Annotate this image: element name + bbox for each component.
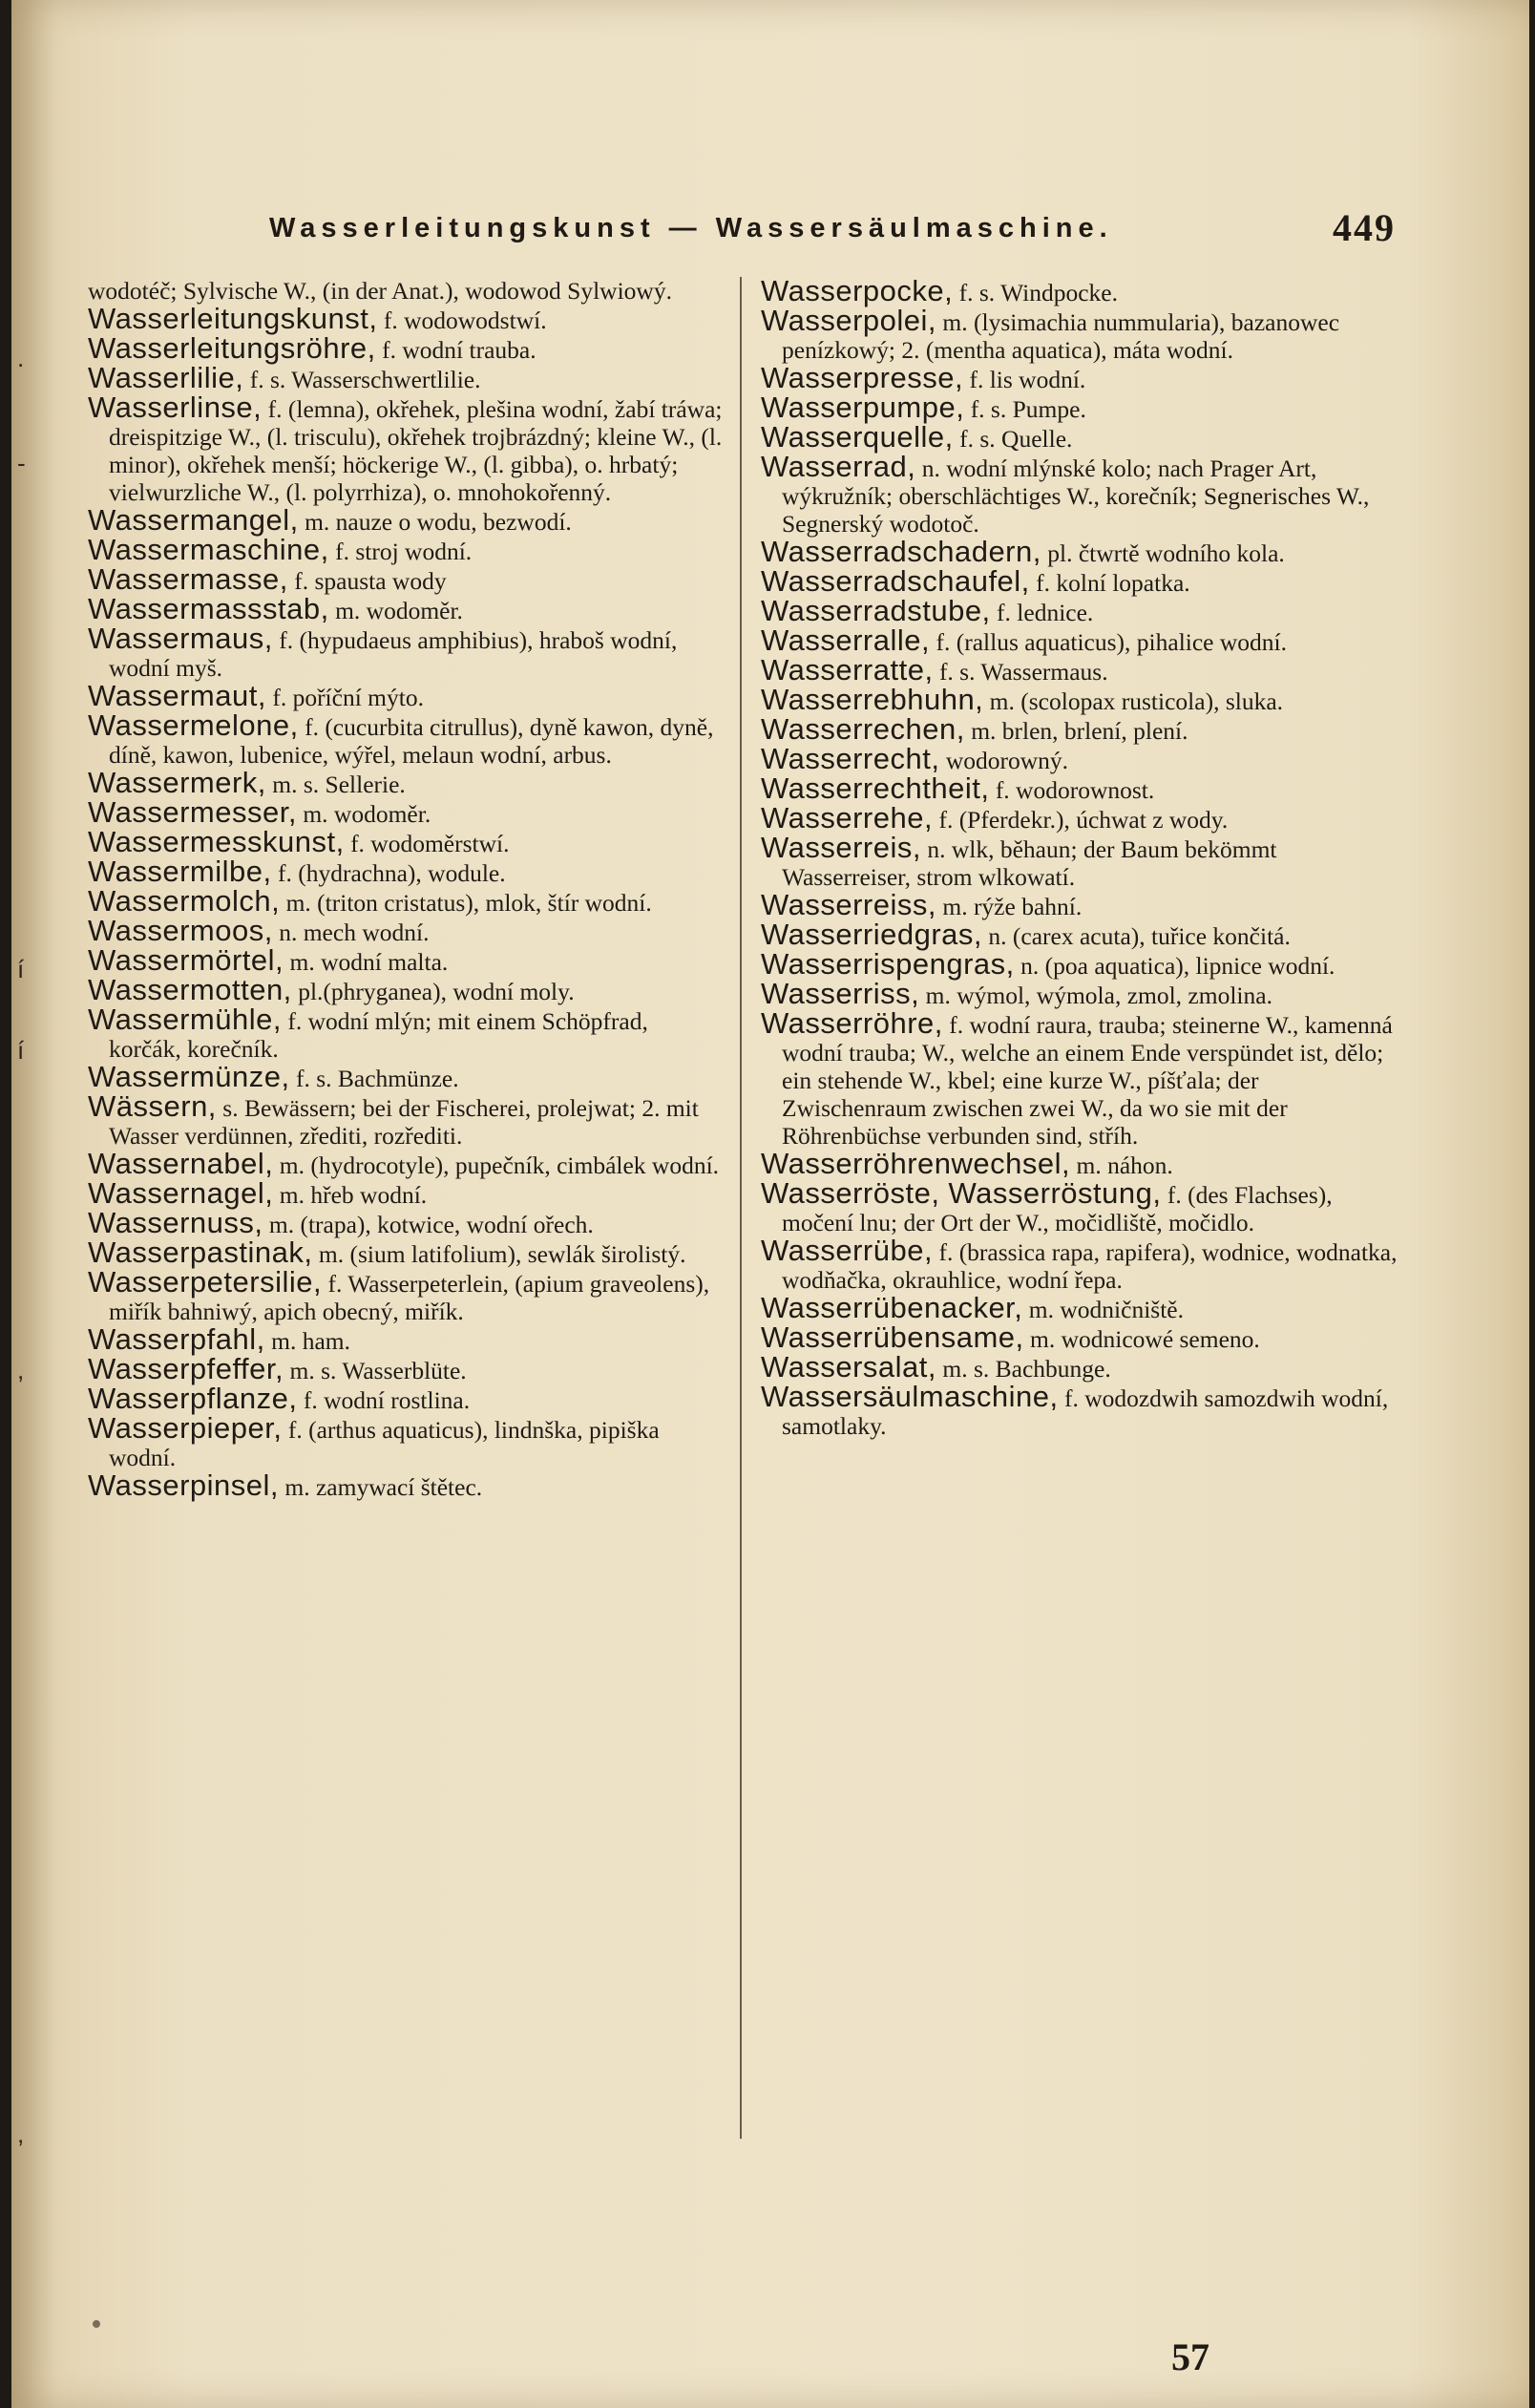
headword: Wasserpresse, [761, 361, 964, 394]
definition: m. rýže bahní. [942, 893, 1083, 920]
definition: f. s. Wassermaus. [938, 658, 1108, 686]
margin-mark: . [17, 344, 25, 372]
headword: Wassermörtel, [88, 943, 284, 977]
definition: m. (scolopax rusticola), sluka. [989, 687, 1284, 715]
dictionary-entry [761, 1236, 1400, 1294]
dictionary-entry [88, 1206, 723, 1239]
headword: Wasserralle, [761, 623, 931, 657]
dictionary-entry [88, 1147, 723, 1180]
headword: Wassermangel, [88, 503, 299, 537]
headword: Wasserpflanze, [88, 1382, 298, 1415]
dictionary-entry [88, 503, 723, 537]
dictionary-entry [88, 1238, 723, 1268]
dictionary-entry [761, 535, 1400, 568]
dictionary-entry [88, 857, 723, 887]
definition: m. wodoměr. [303, 800, 431, 828]
definition: m. wodnicowé semeno. [1030, 1325, 1260, 1353]
dictionary-entry [761, 1380, 1400, 1440]
dictionary-entry [761, 1147, 1400, 1180]
definition: m. s. Sellerie. [272, 771, 406, 798]
definition: n. wlk, běhaun; der Baum bekömmt Wasserreiser, strom wlkowatí. [782, 835, 1277, 891]
definition: n. (carex acuta), tuřice končitá. [988, 922, 1291, 950]
dictionary-entry [761, 450, 1400, 538]
margin-mark: í [17, 1036, 25, 1065]
headword: Wassermaschine, [88, 533, 329, 566]
headword: Wasserpastinak, [88, 1236, 313, 1269]
headword: Wassermelone, [88, 708, 299, 742]
dictionary-entry [761, 742, 1400, 775]
headword: Wassernuss, [88, 1206, 263, 1239]
headword: Wasserpieper, [88, 1411, 283, 1445]
definition: f. (arthus aquaticus), lindnška, pipiška wodní. [109, 1416, 660, 1471]
dictionary-entry [761, 831, 1400, 891]
headword: Wassernagel, [88, 1176, 274, 1210]
definition: m. s. Bachbunge. [942, 1355, 1111, 1383]
dictionary-entry [761, 977, 1400, 1010]
dictionary-entry [88, 1384, 723, 1414]
headword: Wassermerk, [88, 766, 266, 799]
running-head: Wasserleitungskunst — Wassersäulmaschine. [269, 213, 1113, 243]
definition: f. wodní raura, trauba; steinerne W., kamenná wodní trauba; W., welche an einem Ende verspündet ist, dělo; ein stehende W., kbel; eine kurze W., píšťala; der Zwischenraum zwischen zwei W., da wo sie mit der Röhrenbüchse verbunden sind, stříh. [782, 1011, 1393, 1150]
headword: Wassersäulmaschine, [761, 1380, 1059, 1413]
definition: f. wodní trauba. [382, 336, 536, 364]
headword: Wassermassstab, [88, 592, 329, 625]
dictionary-entry [88, 973, 723, 1006]
headword: Wassernabel, [88, 1147, 274, 1180]
dictionary-entry [761, 306, 1400, 364]
headword: Wasserlinse, [88, 391, 263, 424]
definition: wodotéč; Sylvische W., (in der Anat.), wodowod Sylwiowý. [88, 277, 672, 305]
definition: m. (lysimachia nummularia), bazanowec penízkowý; 2. (mentha aquatica), máta wodní. [782, 308, 1340, 364]
definition: f. s. Pumpe. [970, 395, 1086, 423]
headword: Wasserriedgras, [761, 918, 983, 951]
headword: Wassermolch, [88, 884, 281, 918]
dictionary-entry [761, 623, 1400, 657]
headword: Wasserröhre, [761, 1006, 943, 1040]
headword: Wasserradschaufel, [761, 564, 1030, 598]
definition: f. (hydrachna), wodule. [277, 859, 506, 887]
margin-mark: , [17, 2120, 25, 2148]
definition: f. s. Wasserschwertlilie. [249, 366, 481, 393]
definition: f. wodowodstwí. [383, 306, 547, 334]
definition: n. (poa aquatica), lipnice wodní. [1020, 952, 1335, 980]
definition: m. zamywací štětec. [284, 1473, 483, 1501]
headword: Wasserpumpe, [761, 391, 965, 424]
definition: f. wodorownost. [995, 776, 1155, 804]
headword: Wasserpolei, [761, 304, 937, 337]
headword: Wässern, [88, 1089, 217, 1123]
dictionary-entry [761, 1291, 1400, 1324]
headword: Wasserrehe, [761, 801, 934, 834]
dictionary-entry [88, 1265, 723, 1325]
definition: pl.(phryganea), wodní moly. [298, 978, 575, 1005]
definition: m. hřeb wodní. [279, 1181, 428, 1209]
definition: f. (Pferdekr.), úchwat z wody. [938, 806, 1229, 834]
definition: f. kolní lopatka. [1036, 569, 1190, 597]
running-header [269, 205, 1396, 253]
dictionary-entry [88, 795, 723, 829]
dictionary-entry [88, 562, 723, 596]
headword: Wasserpocke, [761, 274, 954, 307]
dictionary-entry [88, 708, 723, 769]
headword: Wasserrad, [761, 450, 916, 483]
dictionary-entry [761, 888, 1400, 921]
definition: f. spausta wody [294, 567, 447, 595]
dictionary-entry [88, 624, 723, 682]
definition: f. wodní rostlina. [303, 1386, 471, 1414]
dictionary-entry [761, 920, 1400, 950]
headword: Wasserquelle, [761, 420, 954, 454]
headword: Wassermesser, [88, 795, 297, 829]
headword: Wasserrübe, [761, 1234, 934, 1267]
dictionary-entry [761, 393, 1400, 423]
dictionary-entry [88, 361, 723, 394]
margin-mark: í [17, 955, 25, 983]
dictionary-entry [88, 533, 723, 566]
headword: Wasserröhrenwechsel, [761, 1147, 1071, 1180]
column-divider [740, 277, 742, 2139]
dictionary-entry [761, 1006, 1400, 1150]
headword: Wasserrübenacker, [761, 1291, 1023, 1324]
definition: m. (triton cristatus), mlok, štír wodní. [285, 889, 652, 917]
dictionary-entry [761, 712, 1400, 746]
headword: Wassermaus, [88, 622, 273, 655]
definition: f. wodoměrstwí. [350, 830, 510, 857]
definition: m. brlen, brlení, plení. [971, 717, 1188, 745]
definition: m. wýmol, wýmola, zmol, zmolina. [925, 982, 1272, 1009]
dictionary-entry [88, 277, 723, 305]
definition: m. (trapa), kotwice, wodní ořech. [268, 1211, 594, 1238]
dictionary-entry [88, 331, 723, 365]
headword: Wasserlilie, [88, 361, 244, 394]
dictionary-entry [761, 361, 1400, 394]
definition: f. wodozdwih samozdwih wodní, samotlaky. [782, 1384, 1389, 1440]
headword: Wasserrübensame, [761, 1320, 1024, 1354]
dictionary-entry [761, 653, 1400, 686]
definition: f. (cucurbita citrullus), dyně kawon, dyně, díně, kawon, lubenice, wýřel, melaun wodní, arbus. [109, 713, 714, 769]
definition: m. s. Wasserblüte. [289, 1357, 467, 1384]
headword: Wassermasse, [88, 562, 288, 596]
ink-spot [93, 2320, 100, 2328]
definition: m. wodoměr. [335, 597, 463, 624]
dictionary-entry [761, 564, 1400, 598]
dictionary-entry [88, 592, 723, 625]
dictionary-entry [761, 274, 1400, 307]
headword: Wasserpfahl, [88, 1322, 265, 1356]
definition: f. lis wodní. [969, 366, 1086, 393]
definition: n. mech wodní. [279, 919, 430, 946]
dictionary-entry [761, 420, 1400, 454]
dictionary-entry [88, 766, 723, 799]
headword: Wasserrecht, [761, 742, 940, 775]
definition: s. Bewässern; bei der Fischerei, prolejwat; 2. mit Wasser verdünnen, zřediti, rozřediti. [109, 1094, 699, 1150]
definition: f. Wasserpeterlein, (apium graveolens), miřík bahniwý, apich obecný, miřík. [109, 1270, 710, 1325]
definition: m. wodničniště. [1028, 1296, 1184, 1323]
dictionary-entry [88, 1005, 723, 1063]
dictionary-entry [88, 825, 723, 858]
definition: wodorowný. [945, 747, 1069, 774]
dictionary-entry [88, 1176, 723, 1210]
headword: Wasserpfeffer, [88, 1352, 284, 1385]
definition: n. wodní mlýnské kolo; nach Prager Art, wýkružník; oberschlächtiges W., korečník; Segnerisches W., Segnerský wodotoč. [782, 454, 1370, 538]
definition: f. (rallus aquaticus), pihalice wodní. [936, 628, 1287, 656]
definition: f. s. Bachmünze. [295, 1065, 459, 1092]
dictionary-entry [88, 1352, 723, 1385]
dictionary-entry [761, 947, 1400, 981]
definition: m. wodní malta. [289, 948, 449, 976]
headword: Wassermoos, [88, 914, 273, 947]
headword: Wasserrebhuhn, [761, 683, 984, 716]
definition: f. stroj wodní. [335, 538, 473, 565]
dictionary-entry [761, 771, 1400, 805]
headword: Wassermünze, [88, 1060, 290, 1093]
headword: Wasserleitungskunst, [88, 302, 378, 335]
headword: Wassermotten, [88, 973, 292, 1006]
page [11, 0, 1529, 2408]
page-number: 449 [1333, 206, 1396, 249]
headword: Wasserradschadern, [761, 535, 1041, 568]
dictionary-entry [88, 1060, 723, 1093]
left-column [88, 277, 723, 1501]
dictionary-entry [88, 1468, 723, 1502]
dictionary-entry [761, 801, 1400, 834]
headword: Wasserleitungsröhre, [88, 331, 376, 365]
dictionary-entry [88, 1089, 723, 1150]
definition: f. wodní mlýn; mit einem Schöpfrad, korčák, korečník. [109, 1007, 648, 1063]
headword: Wasserpetersilie, [88, 1265, 323, 1299]
dictionary-entry [761, 683, 1400, 716]
headword: Wassermilbe, [88, 855, 272, 888]
headword: Wasserratte, [761, 653, 934, 686]
definition: f. (lemna), okřehek, plešina wodní, žabí tráwa; dreispitzige W., (l. trisculu), okřehek trojbrázdný; kleine W., (l. minor), okřehek menší; höckerige W., (l. gibba), o. hrbatý; vielwurzliche W., (l. polyrrhiza), o. mnohokořenný. [109, 395, 723, 506]
dictionary-entry [88, 679, 723, 712]
definition: f. s. Windpocke. [958, 279, 1118, 306]
definition: f. lednice. [997, 599, 1094, 626]
dictionary-entry [88, 1322, 723, 1356]
dictionary-entry [88, 943, 723, 977]
headword: Wasserröste, Wasserröstung, [761, 1176, 1162, 1210]
headword: Wasserriss, [761, 977, 920, 1010]
definition: f. (brassica rapa, rapifera), wodnice, wodnatka, wodňačka, okrauhlice, wodní řepa. [782, 1238, 1398, 1294]
margin-mark: , [17, 1356, 25, 1384]
definition: f. (hypudaeus amphibius), hraboš wodní, wodní myš. [109, 626, 678, 682]
dictionary-entry [761, 1176, 1400, 1236]
dictionary-entry [88, 1411, 723, 1471]
definition: m. (hydrocotyle), pupečník, cimbálek wodní. [279, 1151, 720, 1179]
definition: m. náhon. [1076, 1151, 1173, 1179]
headword: Wassersalat, [761, 1350, 937, 1384]
margin-mark: - [17, 449, 26, 477]
headword: Wasserradstube, [761, 594, 991, 627]
headword: Wassermaut, [88, 679, 266, 712]
definition: f. s. Quelle. [959, 425, 1073, 453]
headword: Wasserreiss, [761, 888, 936, 921]
definition: pl. čtwrtě wodního kola. [1047, 539, 1285, 567]
dictionary-entry [761, 1320, 1400, 1354]
definition: f. (des Flachses), močení lnu; der Ort der W., močidliště, močidlo. [782, 1181, 1333, 1236]
headword: Wassermesskunst, [88, 825, 345, 858]
dictionary-entry [761, 594, 1400, 627]
definition: m. (sium latifolium), sewlák širolistý. [318, 1240, 686, 1268]
dictionary-entry [88, 302, 723, 335]
signature-mark: 57 [1171, 2335, 1209, 2378]
headword: Wasserrechtheit, [761, 771, 990, 805]
headword: Wasserpinsel, [88, 1468, 280, 1502]
definition: m. nauze o wodu, bezwodí. [305, 508, 572, 536]
headword: Wasserrechen, [761, 712, 965, 746]
dictionary-entry [88, 393, 723, 506]
dictionary-entry [88, 914, 723, 947]
headword: Wasserrispengras, [761, 947, 1015, 981]
headword: Wassermühle, [88, 1003, 282, 1036]
right-column [761, 274, 1400, 1440]
definition: f. poříční mýto. [272, 684, 424, 711]
dictionary-entry [761, 1350, 1400, 1384]
headword: Wasserreis, [761, 831, 921, 864]
dictionary-entry [88, 884, 723, 918]
definition: m. ham. [271, 1327, 350, 1355]
